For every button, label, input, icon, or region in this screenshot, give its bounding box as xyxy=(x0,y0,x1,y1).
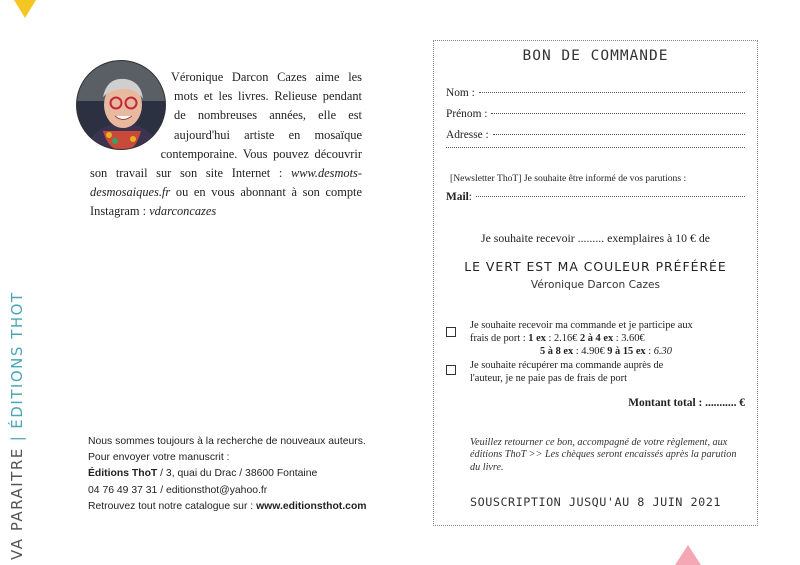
publisher-contact xyxy=(88,434,388,515)
name-field[interactable] xyxy=(446,87,745,99)
newsletter-optin xyxy=(450,173,745,184)
pickup-option-text: Je souhaite récupérer ma commande auprès de l'auteur, je ne paie pas de frais de port xyxy=(470,360,664,384)
decorative-yellow-triangle xyxy=(14,0,36,18)
side-label-upcoming: VA PARAITRE xyxy=(8,447,26,560)
shipping-option-pickup xyxy=(446,359,746,385)
vertical-side-label xyxy=(0,270,26,560)
firstname-field[interactable] xyxy=(446,108,745,120)
decorative-pink-triangle xyxy=(675,545,701,565)
publisher-name: Éditions ThoT xyxy=(88,468,158,480)
author-bio xyxy=(90,68,362,222)
contact-line-manuscript: Pour envoyer votre manuscrit : xyxy=(88,452,230,464)
quantity-request[interactable]: Je souhaite recevoir ......... exemplaires à 10 € de xyxy=(481,231,710,245)
publisher-address: / 3, quai du Drac / 38600 Fontaine xyxy=(157,468,318,480)
side-label-publisher: ÉDITIONS THOT xyxy=(8,291,26,429)
address-label: Adresse : xyxy=(446,129,489,141)
bio-text-continued: ou en vous abonnant à son compte Instagram : xyxy=(90,185,362,219)
shipping-option-delivery xyxy=(446,319,746,358)
delivery-checkbox[interactable] xyxy=(446,327,456,337)
book-title: LE VERT EST MA COULEUR PRÉFÉRÉE xyxy=(464,259,727,274)
delivery-option-text: Je souhaite recevoir ma commande et je participe aux frais de port : 1 ex : 2.16€ 2 à 4 ex : 3.60€ 5 à 8 ex : 4.90€ 9 à 15 ex : 6.30 xyxy=(470,320,693,357)
publisher-website: www.editionsthot.com xyxy=(256,500,367,512)
side-label-separator: | xyxy=(8,434,26,442)
contact-line-authors: Nous sommes toujours à la recherche de nouveaux auteurs. xyxy=(88,436,366,447)
bio-text: Véronique Darcon Cazes aime les mots et les livres. Relieuse pendant de nombreuses années, elle est aujourd'hui artiste en mosaïque contemporaine. Vous pouvez découvrir son travail sur son site Internet : xyxy=(90,70,362,181)
catalogue-prefix: Retrouvez tout notre catalogue sur : xyxy=(88,500,257,512)
publisher-phone-email: 04 76 49 37 31 / editionsthot@yahoo.fr xyxy=(88,484,268,496)
book-author: Véronique Darcon Cazes xyxy=(530,279,661,291)
email-label: Mail xyxy=(446,191,469,203)
name-label: Nom : xyxy=(446,87,475,99)
subscription-deadline: SOUSCRIPTION JUSQU'AU 8 JUIN 2021 xyxy=(470,495,721,509)
author-website: www.desmots-desmosaiques.fr xyxy=(90,166,362,200)
address-field-line2[interactable] xyxy=(446,150,745,151)
newsletter-tag: [Newsletter ThoT] xyxy=(450,173,522,184)
email-field[interactable]: Mail : xyxy=(446,191,745,203)
pickup-checkbox[interactable] xyxy=(446,365,456,375)
author-instagram: vdarconcazes xyxy=(149,204,217,219)
newsletter-text: Je souhaite être informé de vos parutions : xyxy=(521,173,687,184)
address-field[interactable] xyxy=(446,129,745,141)
order-form-title: BON DE COMMANDE xyxy=(522,48,669,64)
firstname-label: Prénom : xyxy=(446,108,488,120)
order-form xyxy=(433,40,758,526)
order-total[interactable]: Montant total : ........... € xyxy=(628,397,745,409)
return-instructions: Veuillez retourner ce bon, accompagné de votre règlement, aux éditions ThoT >> Les chèques seront encaissés après la parution du livre. xyxy=(470,437,737,473)
